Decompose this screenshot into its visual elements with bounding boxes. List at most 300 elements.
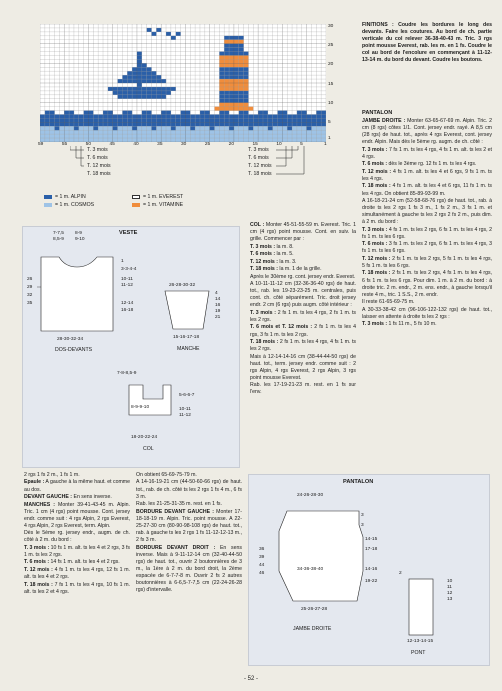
water-stitch — [268, 134, 273, 138]
wave-stitch — [93, 126, 98, 130]
lamp-stitch — [224, 36, 229, 40]
row-label: 10 — [328, 101, 334, 106]
wave-stitch — [122, 118, 127, 122]
bird-stitch — [171, 36, 176, 40]
paragraph — [24, 559, 130, 566]
paragraph-text: 4 fs 1 m. ts les 4 rgs, 12 fs 1 m. alt. ts les 4 et 2 rgs. — [24, 566, 131, 581]
water-stitch — [219, 134, 224, 138]
dim-label: 11-12 — [121, 283, 133, 288]
hull-stitch — [113, 87, 118, 91]
lamp-stitch — [229, 36, 234, 40]
wave-stitch — [258, 114, 263, 118]
column-label: 25 — [204, 142, 211, 147]
paragraph-lead: T. 12 mois : — [362, 168, 392, 175]
legend-label: = 1 m. VITAMINE — [143, 202, 184, 208]
tower-stitch — [229, 55, 234, 59]
water-stitch — [108, 134, 113, 138]
water-stitch — [185, 130, 190, 134]
water-stitch — [224, 126, 229, 130]
wave-stitch — [45, 114, 50, 118]
wave-stitch — [248, 118, 253, 122]
water-stitch — [122, 130, 127, 134]
paragraph — [24, 567, 130, 581]
bird-stitch — [166, 32, 171, 36]
wave-stitch — [103, 122, 108, 126]
wave-stitch — [98, 122, 103, 126]
tower-stitch — [234, 59, 239, 63]
wave-stitch — [176, 122, 181, 126]
hull-stitch — [161, 87, 166, 91]
wave-stitch — [84, 122, 89, 126]
tower-stitch — [224, 103, 229, 107]
water-stitch — [316, 134, 321, 138]
sail-stitch — [147, 71, 152, 75]
water-stitch — [205, 134, 210, 138]
hull-stitch — [147, 91, 152, 95]
water-stitch — [176, 126, 181, 130]
water-stitch — [45, 134, 50, 138]
water-stitch — [161, 134, 166, 138]
tower-stitch — [244, 63, 249, 67]
swatch-vitamine — [132, 203, 140, 207]
water-stitch — [311, 126, 316, 130]
paragraph — [362, 161, 492, 168]
water-stitch — [40, 126, 45, 130]
sail-stitch — [132, 71, 137, 75]
paragraph — [136, 545, 242, 595]
paragraph — [362, 241, 492, 255]
wave-stitch — [239, 111, 244, 115]
tower-stitch — [229, 79, 234, 83]
wave-stitch — [263, 122, 268, 126]
paragraph-lead: BORDURE DEVANT DROIT : — [136, 544, 216, 551]
water-stitch — [151, 130, 156, 134]
water-stitch — [234, 134, 239, 138]
water-stitch — [79, 130, 84, 134]
wave-stitch — [40, 122, 45, 126]
water-stitch — [40, 134, 45, 138]
sail-stitch — [127, 75, 132, 79]
wave-stitch — [74, 118, 79, 122]
wave-stitch — [127, 111, 132, 115]
water-stitch — [234, 130, 239, 134]
dim-label: 11 — [447, 585, 452, 590]
paragraph-lead: COL : — [250, 222, 265, 228]
wave-stitch — [239, 122, 244, 126]
wave-stitch — [132, 122, 137, 126]
column-label: 5 — [300, 142, 303, 147]
sail-stitch — [147, 79, 152, 83]
sail-stitch — [151, 75, 156, 79]
gallery-stitch — [244, 52, 249, 56]
sail-stitch — [122, 75, 127, 79]
wave-stitch — [278, 111, 283, 115]
water-stitch — [316, 126, 321, 130]
mast-stitch — [137, 67, 142, 71]
paragraph-text: Il reste 61-65-69-75 m. — [362, 299, 415, 306]
wave-stitch — [142, 122, 147, 126]
bird-stitch — [151, 32, 156, 36]
tower-stitch — [239, 71, 244, 75]
wave-stitch — [181, 118, 186, 122]
water-stitch — [166, 130, 171, 134]
paragraph-text: 14 fs 1 m. alt. ts les 4 et 2 rgs. — [49, 559, 120, 566]
paragraph-lead: T. 6 mois : — [362, 241, 388, 248]
tower-stitch — [234, 55, 239, 59]
water-stitch — [93, 134, 98, 138]
paragraph — [24, 494, 130, 501]
tower-stitch — [224, 55, 229, 59]
pantalon-diagram-heading: PANTALON — [343, 479, 374, 485]
row-label: 15 — [328, 82, 334, 87]
wave-stitch — [282, 114, 287, 118]
tower-stitch — [219, 75, 224, 79]
tower-stitch — [219, 67, 224, 71]
hull-stitch — [108, 87, 113, 91]
wave-stitch — [239, 118, 244, 122]
water-stitch — [166, 126, 171, 130]
diagram-caption: JAMBE DROITE — [293, 626, 332, 632]
paragraph-text: En sens inverse. — [72, 494, 112, 501]
dim-label: 10-11 — [121, 277, 133, 282]
wave-stitch — [84, 114, 89, 118]
wave-stitch — [282, 111, 287, 115]
wave-stitch — [297, 118, 302, 122]
diagram-caption: DOS-DEVANTS — [55, 347, 93, 353]
hull-stitch — [122, 91, 127, 95]
dim-label: 11-12 — [179, 413, 191, 418]
legend-label: = 1 m. EVEREST — [143, 194, 184, 200]
diagram-caption: PONT — [411, 650, 426, 656]
water-stitch — [113, 134, 118, 138]
water-stitch — [302, 130, 307, 134]
lamp-stitch — [224, 44, 229, 48]
water-stitch — [69, 126, 74, 130]
wave-stitch — [137, 122, 142, 126]
wave-stitch — [161, 118, 166, 122]
paragraph-text: 4 fs 1 m. ts les 2 rgs, 6 fs 1 m. ts les 4 rgs, 2 fs 1 m. ts les 6 rgs. — [362, 226, 493, 240]
column-label: 10 — [276, 142, 282, 147]
wave-stitch — [316, 122, 321, 126]
water-stitch — [127, 134, 132, 138]
tower-stitch — [239, 75, 244, 79]
wave-stitch — [205, 114, 210, 118]
sail-stitch — [147, 75, 152, 79]
wave-stitch — [137, 118, 142, 122]
water-stitch — [79, 134, 84, 138]
wave-stitch — [229, 122, 234, 126]
hull-stitch — [137, 91, 142, 95]
wave-stitch — [147, 114, 152, 118]
wave-stitch — [79, 114, 84, 118]
sail-stitch — [142, 63, 147, 67]
hull-stitch — [142, 95, 147, 99]
paragraph-lead: T. 6 mois : — [250, 251, 276, 258]
wave-stitch — [244, 122, 249, 126]
water-stitch — [137, 130, 142, 134]
wave-stitch — [151, 126, 156, 130]
tower-stitch — [239, 91, 244, 95]
wave-stitch — [215, 122, 220, 126]
finitions-paragraph — [362, 22, 492, 65]
tower-stitch — [239, 67, 244, 71]
hull-stitch — [156, 91, 161, 95]
arrow-lines-left — [70, 146, 160, 184]
paragraph-text: 2 rgs 1 fs 2 m., 1 fs 1 m. — [24, 472, 80, 478]
water-stitch — [98, 130, 103, 134]
water-stitch — [229, 130, 234, 134]
dim-label: 28-30-32-34 — [57, 337, 84, 342]
hull-stitch — [137, 87, 142, 91]
water-stitch — [292, 134, 297, 138]
tower-stitch — [224, 79, 229, 83]
dim-label: 12 — [447, 591, 453, 596]
paragraph-lead: MANCHES : — [24, 501, 55, 508]
legend-label: = 1 m. ALPIN — [55, 194, 86, 200]
wave-stitch — [292, 114, 297, 118]
paragraph-text: 1 fs 11 m., 5 fs 10 m. — [387, 321, 437, 328]
wave-stitch — [258, 118, 263, 122]
legend-item — [132, 194, 183, 201]
column-label: 35 — [157, 142, 163, 147]
wave-stitch — [137, 114, 142, 118]
wave-stitch — [195, 118, 200, 122]
sail-stitch — [161, 79, 166, 83]
paragraph — [250, 382, 356, 396]
water-stitch — [156, 126, 161, 130]
tower-stitch — [239, 59, 244, 63]
wave-stitch — [185, 114, 190, 118]
wave-stitch — [181, 111, 186, 115]
wave-stitch — [316, 118, 321, 122]
tower-stitch — [244, 55, 249, 59]
wave-stitch — [74, 114, 79, 118]
water-stitch — [282, 130, 287, 134]
mast-stitch — [137, 59, 142, 63]
wave-stitch — [302, 118, 307, 122]
diagram-caption: MANCHE — [177, 346, 200, 352]
hull-stitch — [127, 91, 132, 95]
column-label: 45 — [109, 142, 115, 147]
dim-label: 18-20-22-24 — [131, 435, 158, 440]
wave-stitch — [205, 111, 210, 115]
lamp-stitch — [229, 40, 234, 44]
wave-stitch — [282, 118, 287, 122]
water-stitch — [118, 126, 123, 130]
hull-stitch — [142, 91, 147, 95]
wave-stitch — [147, 111, 152, 115]
wave-stitch — [142, 114, 147, 118]
tower-stitch — [234, 79, 239, 83]
water-stitch — [132, 134, 137, 138]
pantalon-heading: PANTALON — [362, 110, 393, 116]
paragraph — [362, 118, 492, 146]
wave-stitch — [278, 122, 283, 126]
wave-stitch — [176, 118, 181, 122]
tower-stitch — [229, 59, 234, 63]
paragraph-text: A 14-16-19-21 cm (44-50-60-66 rgs) de haut. tot., rab. de ch. côté ts les 2 rgs 1 fs 4 m., 6 fs 3 m. — [136, 479, 242, 500]
manches-instructions — [24, 472, 130, 596]
hull-stitch — [127, 95, 132, 99]
base-stitch — [229, 107, 234, 111]
column-label: 1 — [324, 142, 327, 147]
water-stitch — [185, 134, 190, 138]
tower-stitch — [229, 63, 234, 67]
paragraph — [24, 472, 130, 479]
wave-stitch — [171, 118, 176, 122]
water-stitch — [282, 134, 287, 138]
wave-stitch — [244, 111, 249, 115]
wave-stitch — [98, 114, 103, 118]
paragraph — [250, 310, 356, 324]
wave-stitch — [181, 122, 186, 126]
sail-stitch — [132, 75, 137, 79]
paragraph — [362, 183, 492, 197]
water-stitch — [122, 134, 127, 138]
wave-stitch — [268, 114, 273, 118]
hull-stitch — [118, 91, 123, 95]
wave-stitch — [98, 118, 103, 122]
tower-stitch — [244, 95, 249, 99]
tower-stitch — [229, 71, 234, 75]
hull-stitch — [118, 95, 123, 99]
tower-stitch — [219, 63, 224, 67]
water-stitch — [292, 130, 297, 134]
paragraph-lead: T. 6 mois : — [362, 161, 388, 168]
row-label: 25 — [328, 43, 334, 48]
wave-stitch — [185, 118, 190, 122]
paragraph-lead: DEVANT GAUCHE : — [24, 494, 73, 501]
water-stitch — [103, 126, 108, 130]
knitting-chart — [40, 24, 326, 142]
row-label: 1 — [328, 136, 331, 141]
wave-stitch — [195, 114, 200, 118]
lamp-stitch — [229, 48, 234, 52]
mast-stitch — [137, 83, 142, 87]
wave-stitch — [185, 122, 190, 126]
tower-stitch — [234, 103, 239, 107]
water-stitch — [103, 134, 108, 138]
water-stitch — [224, 134, 229, 138]
wave-stitch — [69, 114, 74, 118]
paragraph-lead: T. 18 mois : — [362, 270, 391, 277]
wave-stitch — [113, 126, 118, 130]
tower-stitch — [229, 67, 234, 71]
wave-stitch — [278, 114, 283, 118]
wave-stitch — [84, 111, 89, 115]
pantalon-instructions — [362, 118, 492, 329]
wave-stitch — [59, 122, 64, 126]
dim-label: 1 — [121, 259, 124, 264]
paragraph — [250, 281, 356, 309]
water-stitch — [302, 134, 307, 138]
water-stitch — [273, 134, 278, 138]
chart-legend — [40, 194, 280, 216]
wave-stitch — [40, 118, 45, 122]
hull-stitch — [161, 91, 166, 95]
wave-stitch — [142, 118, 147, 122]
wave-stitch — [239, 114, 244, 118]
dim-label: 5-6-6-7 — [179, 393, 195, 398]
tower-stitch — [239, 63, 244, 67]
row-label: 20 — [328, 62, 334, 67]
wave-stitch — [229, 114, 234, 118]
wave-stitch — [205, 118, 210, 122]
wave-stitch — [224, 111, 229, 115]
wave-stitch — [103, 114, 108, 118]
dim-label: 36 — [259, 547, 265, 552]
water-stitch — [219, 130, 224, 134]
wave-stitch — [55, 118, 60, 122]
wave-stitch — [88, 122, 93, 126]
tower-stitch — [219, 71, 224, 75]
tower-stitch — [244, 83, 249, 87]
water-stitch — [185, 126, 190, 130]
sail-stitch — [127, 79, 132, 83]
dim-label: 7-7,5 — [53, 231, 64, 236]
paragraph-text: 7 fs 1 m. ts les 4 rgs, 4 fs 1 m. alt. ts les 2 et 4 rgs. — [362, 146, 492, 160]
wave-stitch — [273, 122, 278, 126]
wave-stitch — [210, 126, 215, 130]
hull-stitch — [122, 87, 127, 91]
sail-stitch — [132, 67, 137, 71]
water-stitch — [55, 134, 60, 138]
tower-stitch — [234, 63, 239, 67]
tower-stitch — [239, 87, 244, 91]
water-stitch — [195, 130, 200, 134]
wave-stitch — [219, 114, 224, 118]
sail-stitch — [142, 75, 147, 79]
tower-stitch — [234, 95, 239, 99]
water-stitch — [64, 134, 69, 138]
water-stitch — [113, 130, 118, 134]
water-stitch — [248, 130, 253, 134]
base-stitch — [219, 107, 224, 111]
column-label: 59 — [38, 142, 44, 147]
hull-stitch — [156, 87, 161, 91]
water-stitch — [263, 134, 268, 138]
size-pointers-right — [246, 146, 316, 184]
water-stitch — [59, 130, 64, 134]
water-stitch — [147, 134, 152, 138]
water-stitch — [244, 130, 249, 134]
wave-stitch — [45, 118, 50, 122]
water-stitch — [200, 130, 205, 134]
wave-stitch — [69, 118, 74, 122]
gallery-stitch — [224, 52, 229, 56]
wave-stitch — [229, 118, 234, 122]
wave-stitch — [40, 114, 45, 118]
size-label: T. 12 mois — [248, 163, 272, 169]
water-stitch — [287, 130, 292, 134]
water-stitch — [176, 134, 181, 138]
water-stitch — [234, 126, 239, 130]
wave-stitch — [108, 118, 113, 122]
wave-stitch — [108, 111, 113, 115]
paragraph-text: Monter 45-51-55-59 m. Everest. Tric. 1 cm (4 rgs) point mousse. Cont. en suiv. la grille. Commencer par : — [250, 222, 356, 243]
wave-stitch — [297, 111, 302, 115]
dim-label: 14-15 — [365, 537, 378, 542]
paragraph — [250, 251, 356, 258]
sail-stitch — [132, 79, 137, 83]
tower-stitch — [239, 99, 244, 103]
tower-stitch — [229, 87, 234, 91]
paragraph-text: 2 fs 1 m. ts les 4 rgs, 4 fs 1 m. ts les 2 rgs. — [250, 339, 356, 353]
wave-stitch — [127, 118, 132, 122]
dim-label: 8,5-9 — [53, 237, 64, 242]
wave-stitch — [195, 122, 200, 126]
paragraph-text: la m. 5. — [275, 251, 294, 258]
